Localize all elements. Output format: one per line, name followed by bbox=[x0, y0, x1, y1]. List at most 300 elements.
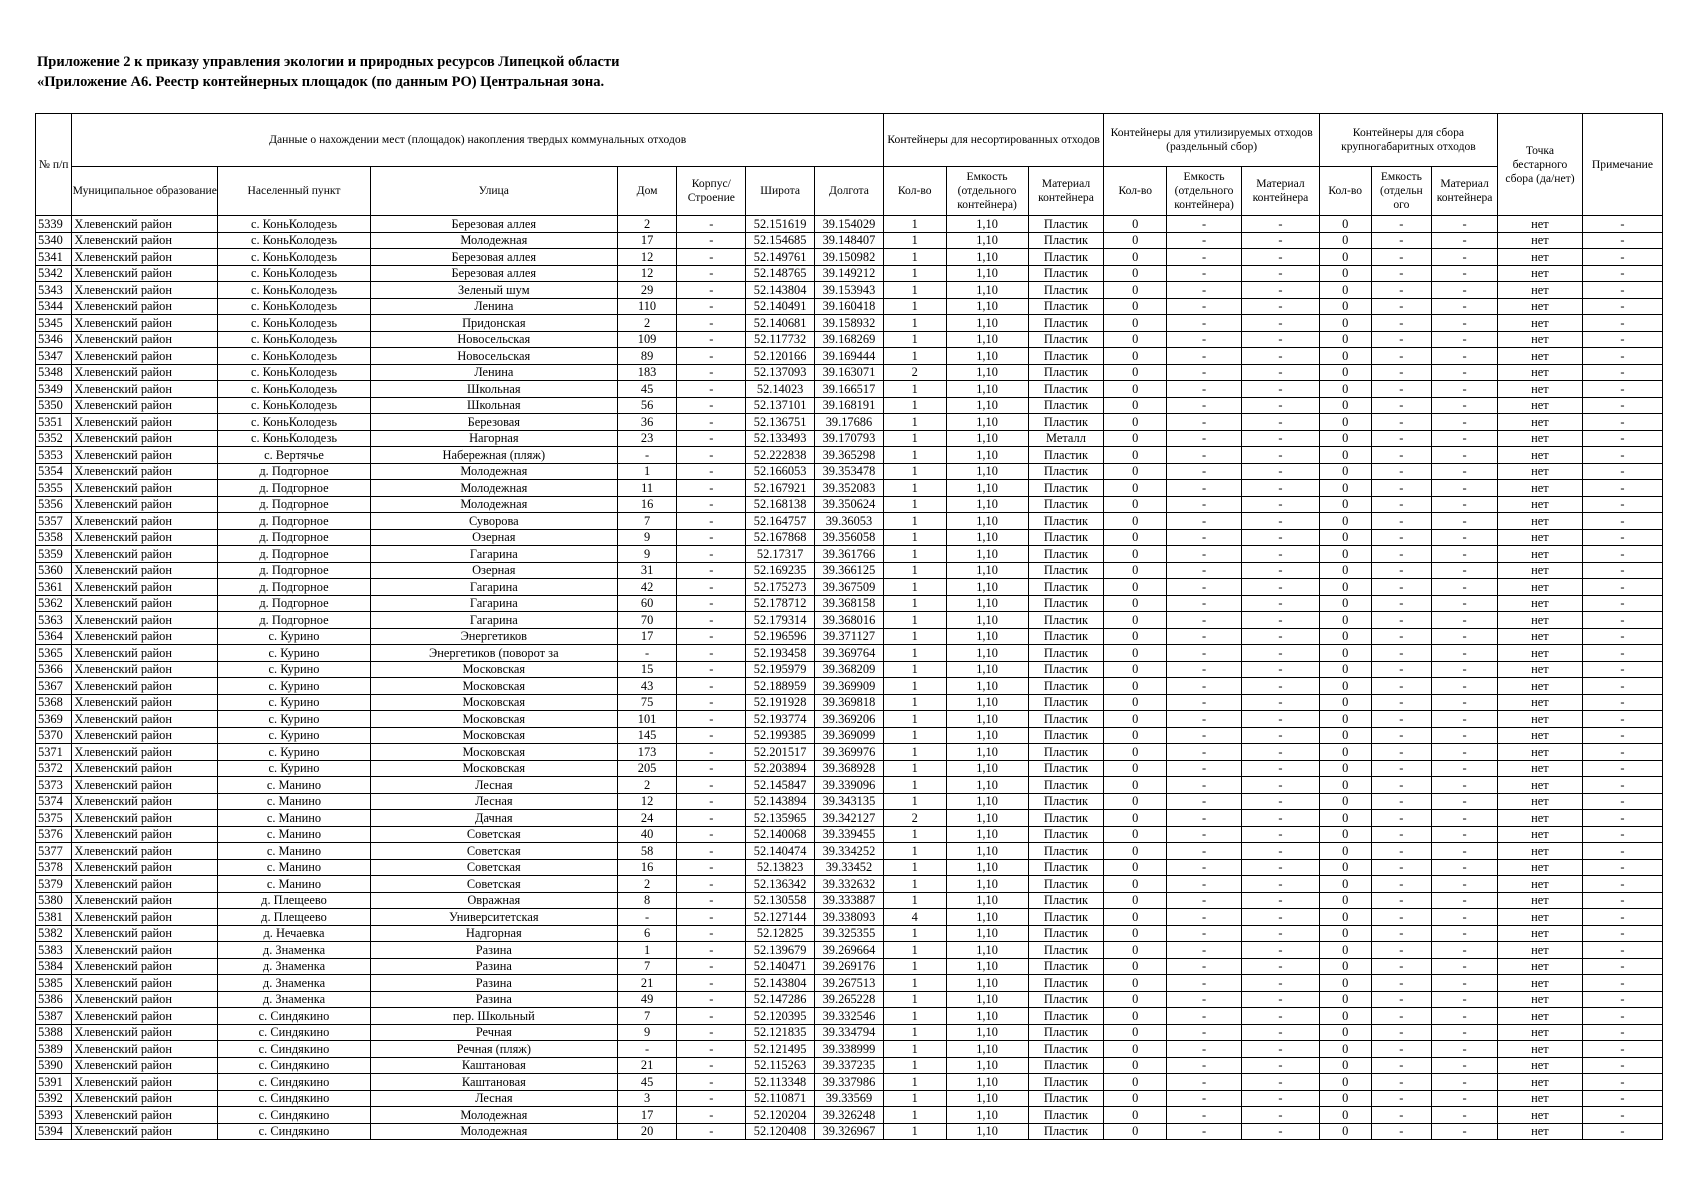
cell-r-capacity: - bbox=[1167, 480, 1242, 497]
cell-r-material: - bbox=[1242, 232, 1320, 249]
cell-municipality: Хлевенский район bbox=[72, 216, 218, 233]
cell-b-material: - bbox=[1432, 381, 1498, 398]
cell-b-capacity: - bbox=[1371, 991, 1432, 1008]
cell-note: - bbox=[1582, 859, 1662, 876]
cell-u-count: 1 bbox=[883, 1074, 946, 1091]
cell-b-count: 0 bbox=[1319, 678, 1371, 695]
cell-lat: 52.139679 bbox=[746, 942, 815, 959]
cell-building: - bbox=[677, 298, 746, 315]
cell-b-capacity: - bbox=[1371, 480, 1432, 497]
cell-b-capacity: - bbox=[1371, 777, 1432, 794]
cell-b-material: - bbox=[1432, 661, 1498, 678]
cell-u-count: 1 bbox=[883, 628, 946, 645]
cell-num: 5389 bbox=[36, 1041, 72, 1058]
cell-note: - bbox=[1582, 975, 1662, 992]
cell-point: нет bbox=[1497, 711, 1582, 728]
cell-note: - bbox=[1582, 282, 1662, 299]
table-row bbox=[36, 975, 1663, 992]
cell-point: нет bbox=[1497, 810, 1582, 827]
cell-u-material: Пластик bbox=[1028, 1123, 1104, 1140]
cell-r-count: 0 bbox=[1104, 1008, 1167, 1025]
cell-lon: 39.361766 bbox=[815, 546, 884, 563]
cell-r-material: - bbox=[1242, 645, 1320, 662]
cell-r-count: 0 bbox=[1104, 876, 1167, 893]
cell-lon: 39.154029 bbox=[815, 216, 884, 233]
cell-r-capacity: - bbox=[1167, 1057, 1242, 1074]
cell-r-material: - bbox=[1242, 529, 1320, 546]
cell-b-material: - bbox=[1432, 513, 1498, 530]
cell-r-capacity: - bbox=[1167, 925, 1242, 942]
cell-building: - bbox=[677, 595, 746, 612]
cell-house: 45 bbox=[617, 381, 677, 398]
cell-building: - bbox=[677, 513, 746, 530]
cell-municipality: Хлевенский район bbox=[72, 414, 218, 431]
cell-b-count: 0 bbox=[1319, 628, 1371, 645]
cell-street: Московская bbox=[370, 760, 617, 777]
cell-r-count: 0 bbox=[1104, 447, 1167, 464]
table-header bbox=[36, 114, 1663, 216]
cell-u-material: Пластик bbox=[1028, 1024, 1104, 1041]
cell-r-capacity: - bbox=[1167, 744, 1242, 761]
cell-municipality: Хлевенский район bbox=[72, 678, 218, 695]
cell-building: - bbox=[677, 942, 746, 959]
cell-street: Молодежная bbox=[370, 463, 617, 480]
cell-num: 5374 bbox=[36, 793, 72, 810]
cell-note: - bbox=[1582, 529, 1662, 546]
cell-lon: 39.33569 bbox=[815, 1090, 884, 1107]
cell-num: 5352 bbox=[36, 430, 72, 447]
cell-street: Гагарина bbox=[370, 546, 617, 563]
cell-municipality: Хлевенский район bbox=[72, 1041, 218, 1058]
cell-lon: 39.343135 bbox=[815, 793, 884, 810]
cell-lat: 52.143804 bbox=[746, 975, 815, 992]
cell-b-count: 0 bbox=[1319, 810, 1371, 827]
cell-r-count: 0 bbox=[1104, 1024, 1167, 1041]
cell-street: Лесная bbox=[370, 777, 617, 794]
cell-note: - bbox=[1582, 447, 1662, 464]
cell-r-capacity: - bbox=[1167, 793, 1242, 810]
table-row bbox=[36, 925, 1663, 942]
cell-street: Речная (пляж) bbox=[370, 1041, 617, 1058]
cell-street: Московская bbox=[370, 694, 617, 711]
cell-lat: 52.127144 bbox=[746, 909, 815, 926]
cell-settlement: с. Курино bbox=[218, 628, 371, 645]
cell-lon: 39.269664 bbox=[815, 942, 884, 959]
cell-u-material: Пластик bbox=[1028, 1107, 1104, 1124]
cell-r-capacity: - bbox=[1167, 249, 1242, 266]
cell-r-capacity: - bbox=[1167, 628, 1242, 645]
cell-house: 12 bbox=[617, 793, 677, 810]
cell-num: 5381 bbox=[36, 909, 72, 926]
cell-lon: 39.352083 bbox=[815, 480, 884, 497]
cell-building: - bbox=[677, 744, 746, 761]
cell-r-material: - bbox=[1242, 364, 1320, 381]
cell-r-capacity: - bbox=[1167, 430, 1242, 447]
cell-note: - bbox=[1582, 414, 1662, 431]
cell-house: - bbox=[617, 447, 677, 464]
cell-note: - bbox=[1582, 480, 1662, 497]
cell-u-count: 1 bbox=[883, 315, 946, 332]
cell-r-capacity: - bbox=[1167, 216, 1242, 233]
cell-num: 5391 bbox=[36, 1074, 72, 1091]
table-row bbox=[36, 843, 1663, 860]
cell-lon: 39.338999 bbox=[815, 1041, 884, 1058]
cell-u-count: 1 bbox=[883, 859, 946, 876]
cell-house: 110 bbox=[617, 298, 677, 315]
cell-u-capacity: 1,10 bbox=[946, 397, 1028, 414]
cell-lat: 52.137101 bbox=[746, 397, 815, 414]
cell-house: - bbox=[617, 645, 677, 662]
cell-num: 5369 bbox=[36, 711, 72, 728]
cell-r-count: 0 bbox=[1104, 579, 1167, 596]
cell-u-count: 1 bbox=[883, 942, 946, 959]
cell-b-count: 0 bbox=[1319, 925, 1371, 942]
cell-building: - bbox=[677, 447, 746, 464]
cell-b-material: - bbox=[1432, 777, 1498, 794]
cell-note: - bbox=[1582, 1008, 1662, 1025]
cell-r-count: 0 bbox=[1104, 793, 1167, 810]
header-line-1: Приложение 2 к приказу управления экологии и природных ресурсов Липецкой области bbox=[37, 54, 620, 70]
cell-lon: 39.269176 bbox=[815, 958, 884, 975]
cell-house: 21 bbox=[617, 975, 677, 992]
cell-u-capacity: 1,10 bbox=[946, 661, 1028, 678]
cell-lon: 39.356058 bbox=[815, 529, 884, 546]
cell-building: - bbox=[677, 975, 746, 992]
cell-b-count: 0 bbox=[1319, 249, 1371, 266]
cell-b-material: - bbox=[1432, 991, 1498, 1008]
cell-lat: 52.110871 bbox=[746, 1090, 815, 1107]
cell-u-count: 1 bbox=[883, 216, 946, 233]
cell-b-material: - bbox=[1432, 1090, 1498, 1107]
cell-b-capacity: - bbox=[1371, 315, 1432, 332]
cell-point: нет bbox=[1497, 298, 1582, 315]
cell-r-material: - bbox=[1242, 1107, 1320, 1124]
cell-r-count: 0 bbox=[1104, 991, 1167, 1008]
cell-r-count: 0 bbox=[1104, 975, 1167, 992]
cell-municipality: Хлевенский район bbox=[72, 694, 218, 711]
cell-u-count: 1 bbox=[883, 843, 946, 860]
cell-r-count: 0 bbox=[1104, 678, 1167, 695]
cell-u-capacity: 1,10 bbox=[946, 1024, 1028, 1041]
cell-b-capacity: - bbox=[1371, 1123, 1432, 1140]
cell-street: Березовая bbox=[370, 414, 617, 431]
cell-b-count: 0 bbox=[1319, 859, 1371, 876]
cell-note: - bbox=[1582, 364, 1662, 381]
cell-building: - bbox=[677, 892, 746, 909]
cell-municipality: Хлевенский район bbox=[72, 810, 218, 827]
cell-u-capacity: 1,10 bbox=[946, 1041, 1028, 1058]
cell-municipality: Хлевенский район bbox=[72, 1090, 218, 1107]
cell-point: нет bbox=[1497, 1041, 1582, 1058]
cell-b-material: - bbox=[1432, 1057, 1498, 1074]
cell-r-count: 0 bbox=[1104, 843, 1167, 860]
cell-b-count: 0 bbox=[1319, 529, 1371, 546]
cell-lon: 39.369976 bbox=[815, 744, 884, 761]
cell-b-capacity: - bbox=[1371, 447, 1432, 464]
cell-street: Советская bbox=[370, 843, 617, 860]
cell-municipality: Хлевенский район bbox=[72, 876, 218, 893]
cell-u-count: 1 bbox=[883, 595, 946, 612]
cell-note: - bbox=[1582, 1074, 1662, 1091]
cell-house: 7 bbox=[617, 1008, 677, 1025]
cell-b-capacity: - bbox=[1371, 282, 1432, 299]
cell-b-count: 0 bbox=[1319, 975, 1371, 992]
cell-street: Озерная bbox=[370, 529, 617, 546]
cell-num: 5390 bbox=[36, 1057, 72, 1074]
cell-r-count: 0 bbox=[1104, 430, 1167, 447]
col-building-header: Корпус/ Строение bbox=[677, 167, 746, 216]
cell-settlement: с. Манино bbox=[218, 859, 371, 876]
cell-house: 17 bbox=[617, 232, 677, 249]
cell-b-material: - bbox=[1432, 529, 1498, 546]
cell-num: 5392 bbox=[36, 1090, 72, 1107]
cell-street: Озерная bbox=[370, 562, 617, 579]
table-row bbox=[36, 744, 1663, 761]
cell-b-material: - bbox=[1432, 793, 1498, 810]
cell-point: нет bbox=[1497, 793, 1582, 810]
cell-lon: 39.33452 bbox=[815, 859, 884, 876]
cell-lon: 39.334794 bbox=[815, 1024, 884, 1041]
cell-u-capacity: 1,10 bbox=[946, 1008, 1028, 1025]
cell-municipality: Хлевенский район bbox=[72, 298, 218, 315]
cell-num: 5378 bbox=[36, 859, 72, 876]
cell-r-count: 0 bbox=[1104, 744, 1167, 761]
cell-lon: 39.334252 bbox=[815, 843, 884, 860]
cell-r-material: - bbox=[1242, 1024, 1320, 1041]
cell-b-capacity: - bbox=[1371, 348, 1432, 365]
cell-r-count: 0 bbox=[1104, 942, 1167, 959]
cell-u-capacity: 1,10 bbox=[946, 777, 1028, 794]
cell-r-capacity: - bbox=[1167, 315, 1242, 332]
cell-u-count: 1 bbox=[883, 1041, 946, 1058]
cell-lon: 39.368928 bbox=[815, 760, 884, 777]
cell-street: Речная bbox=[370, 1024, 617, 1041]
cell-house: 17 bbox=[617, 1107, 677, 1124]
cell-note: - bbox=[1582, 496, 1662, 513]
cell-u-capacity: 1,10 bbox=[946, 694, 1028, 711]
table-row bbox=[36, 1107, 1663, 1124]
cell-house: 11 bbox=[617, 480, 677, 497]
cell-municipality: Хлевенский район bbox=[72, 463, 218, 480]
cell-u-material: Пластик bbox=[1028, 463, 1104, 480]
cell-house: 205 bbox=[617, 760, 677, 777]
cell-b-capacity: - bbox=[1371, 694, 1432, 711]
cell-b-capacity: - bbox=[1371, 711, 1432, 728]
cell-u-material: Пластик bbox=[1028, 397, 1104, 414]
col-r-material-header: Материал контейнера bbox=[1242, 167, 1320, 216]
cell-b-capacity: - bbox=[1371, 661, 1432, 678]
cell-b-count: 0 bbox=[1319, 1123, 1371, 1140]
cell-building: - bbox=[677, 810, 746, 827]
table-row bbox=[36, 826, 1663, 843]
cell-lon: 39.368158 bbox=[815, 595, 884, 612]
cell-u-count: 1 bbox=[883, 892, 946, 909]
cell-r-count: 0 bbox=[1104, 826, 1167, 843]
cell-b-capacity: - bbox=[1371, 975, 1432, 992]
cell-u-capacity: 1,10 bbox=[946, 265, 1028, 282]
cell-u-count: 1 bbox=[883, 249, 946, 266]
cell-u-count: 1 bbox=[883, 579, 946, 596]
cell-settlement: с. КоньКолодезь bbox=[218, 315, 371, 332]
cell-settlement: с. Синдякино bbox=[218, 1074, 371, 1091]
cell-b-material: - bbox=[1432, 645, 1498, 662]
cell-num: 5347 bbox=[36, 348, 72, 365]
col-b-material-header: Материал контейнера bbox=[1432, 167, 1498, 216]
cell-municipality: Хлевенский район bbox=[72, 612, 218, 629]
cell-lon: 39.332546 bbox=[815, 1008, 884, 1025]
cell-r-capacity: - bbox=[1167, 265, 1242, 282]
cell-b-capacity: - bbox=[1371, 397, 1432, 414]
cell-note: - bbox=[1582, 628, 1662, 645]
cell-b-count: 0 bbox=[1319, 711, 1371, 728]
cell-u-capacity: 1,10 bbox=[946, 876, 1028, 893]
table-row bbox=[36, 480, 1663, 497]
cell-r-material: - bbox=[1242, 513, 1320, 530]
cell-settlement: с. Курино bbox=[218, 661, 371, 678]
cell-r-count: 0 bbox=[1104, 727, 1167, 744]
cell-b-capacity: - bbox=[1371, 810, 1432, 827]
cell-r-material: - bbox=[1242, 711, 1320, 728]
cell-note: - bbox=[1582, 826, 1662, 843]
cell-r-count: 0 bbox=[1104, 810, 1167, 827]
cell-num: 5346 bbox=[36, 331, 72, 348]
cell-b-capacity: - bbox=[1371, 925, 1432, 942]
cell-b-count: 0 bbox=[1319, 694, 1371, 711]
cell-b-material: - bbox=[1432, 942, 1498, 959]
cell-r-capacity: - bbox=[1167, 529, 1242, 546]
cell-num: 5363 bbox=[36, 612, 72, 629]
cell-street: Набережная (пляж) bbox=[370, 447, 617, 464]
cell-building: - bbox=[677, 1123, 746, 1140]
cell-b-count: 0 bbox=[1319, 876, 1371, 893]
cell-note: - bbox=[1582, 397, 1662, 414]
cell-lon: 39.353478 bbox=[815, 463, 884, 480]
cell-settlement: д. Знаменка bbox=[218, 975, 371, 992]
cell-lon: 39.149212 bbox=[815, 265, 884, 282]
table-row bbox=[36, 1057, 1663, 1074]
cell-b-count: 0 bbox=[1319, 1107, 1371, 1124]
cell-b-count: 0 bbox=[1319, 480, 1371, 497]
cell-r-count: 0 bbox=[1104, 529, 1167, 546]
cell-building: - bbox=[677, 480, 746, 497]
table-row bbox=[36, 298, 1663, 315]
cell-b-capacity: - bbox=[1371, 909, 1432, 926]
cell-note: - bbox=[1582, 744, 1662, 761]
cell-settlement: с. Курино bbox=[218, 727, 371, 744]
cell-note: - bbox=[1582, 991, 1662, 1008]
cell-note: - bbox=[1582, 958, 1662, 975]
cell-point: нет bbox=[1497, 265, 1582, 282]
cell-house: 89 bbox=[617, 348, 677, 365]
cell-house: 145 bbox=[617, 727, 677, 744]
cell-b-capacity: - bbox=[1371, 1008, 1432, 1025]
cell-municipality: Хлевенский район bbox=[72, 265, 218, 282]
cell-b-capacity: - bbox=[1371, 892, 1432, 909]
cell-house: 16 bbox=[617, 859, 677, 876]
cell-point: нет bbox=[1497, 1008, 1582, 1025]
cell-house: 24 bbox=[617, 810, 677, 827]
cell-num: 5344 bbox=[36, 298, 72, 315]
table-row bbox=[36, 661, 1663, 678]
cell-r-material: - bbox=[1242, 348, 1320, 365]
cell-lat: 52.17317 bbox=[746, 546, 815, 563]
cell-r-material: - bbox=[1242, 760, 1320, 777]
cell-r-capacity: - bbox=[1167, 496, 1242, 513]
col-note-header: Примечание bbox=[1582, 114, 1662, 216]
cell-house: 3 bbox=[617, 1090, 677, 1107]
cell-settlement: с. КоньКолодезь bbox=[218, 216, 371, 233]
cell-num: 5366 bbox=[36, 661, 72, 678]
cell-u-material: Пластик bbox=[1028, 859, 1104, 876]
cell-building: - bbox=[677, 909, 746, 926]
cell-lon: 39.369818 bbox=[815, 694, 884, 711]
cell-point: нет bbox=[1497, 1057, 1582, 1074]
cell-u-capacity: 1,10 bbox=[946, 480, 1028, 497]
cell-u-material: Пластик bbox=[1028, 331, 1104, 348]
cell-lat: 52.115263 bbox=[746, 1057, 815, 1074]
cell-lat: 52.167921 bbox=[746, 480, 815, 497]
cell-house: 42 bbox=[617, 579, 677, 596]
cell-num: 5368 bbox=[36, 694, 72, 711]
cell-b-count: 0 bbox=[1319, 282, 1371, 299]
cell-note: - bbox=[1582, 843, 1662, 860]
cell-lon: 39.326248 bbox=[815, 1107, 884, 1124]
cell-r-material: - bbox=[1242, 991, 1320, 1008]
cell-r-count: 0 bbox=[1104, 1057, 1167, 1074]
cell-note: - bbox=[1582, 1107, 1662, 1124]
cell-u-count: 1 bbox=[883, 348, 946, 365]
table-row bbox=[36, 397, 1663, 414]
cell-b-capacity: - bbox=[1371, 744, 1432, 761]
cell-settlement: с. КоньКолодезь bbox=[218, 232, 371, 249]
cell-u-count: 1 bbox=[883, 529, 946, 546]
cell-num: 5386 bbox=[36, 991, 72, 1008]
cell-u-material: Пластик bbox=[1028, 727, 1104, 744]
cell-r-count: 0 bbox=[1104, 595, 1167, 612]
cell-r-material: - bbox=[1242, 744, 1320, 761]
cell-lat: 52.136342 bbox=[746, 876, 815, 893]
cell-b-material: - bbox=[1432, 216, 1498, 233]
cell-municipality: Хлевенский район bbox=[72, 315, 218, 332]
col-r-count-header: Кол-во bbox=[1104, 167, 1167, 216]
cell-house: 49 bbox=[617, 991, 677, 1008]
cell-settlement: с. КоньКолодезь bbox=[218, 249, 371, 266]
cell-municipality: Хлевенский район bbox=[72, 942, 218, 959]
cell-street: Лесная bbox=[370, 793, 617, 810]
cell-municipality: Хлевенский район bbox=[72, 727, 218, 744]
cell-b-material: - bbox=[1432, 414, 1498, 431]
cell-point: нет bbox=[1497, 397, 1582, 414]
cell-house: 60 bbox=[617, 595, 677, 612]
cell-lat: 52.201517 bbox=[746, 744, 815, 761]
cell-note: - bbox=[1582, 793, 1662, 810]
cell-u-capacity: 1,10 bbox=[946, 826, 1028, 843]
cell-b-material: - bbox=[1432, 364, 1498, 381]
cell-b-count: 0 bbox=[1319, 216, 1371, 233]
cell-building: - bbox=[677, 628, 746, 645]
cell-b-capacity: - bbox=[1371, 232, 1432, 249]
cell-building: - bbox=[677, 430, 746, 447]
cell-num: 5353 bbox=[36, 447, 72, 464]
col-r-capacity-header: Емкость (отдельного контейнера) bbox=[1167, 167, 1242, 216]
cell-b-count: 0 bbox=[1319, 1074, 1371, 1091]
cell-lon: 39.168191 bbox=[815, 397, 884, 414]
cell-house: 2 bbox=[617, 876, 677, 893]
cell-b-capacity: - bbox=[1371, 942, 1432, 959]
cell-building: - bbox=[677, 381, 746, 398]
cell-u-count: 1 bbox=[883, 645, 946, 662]
cell-u-count: 1 bbox=[883, 282, 946, 299]
